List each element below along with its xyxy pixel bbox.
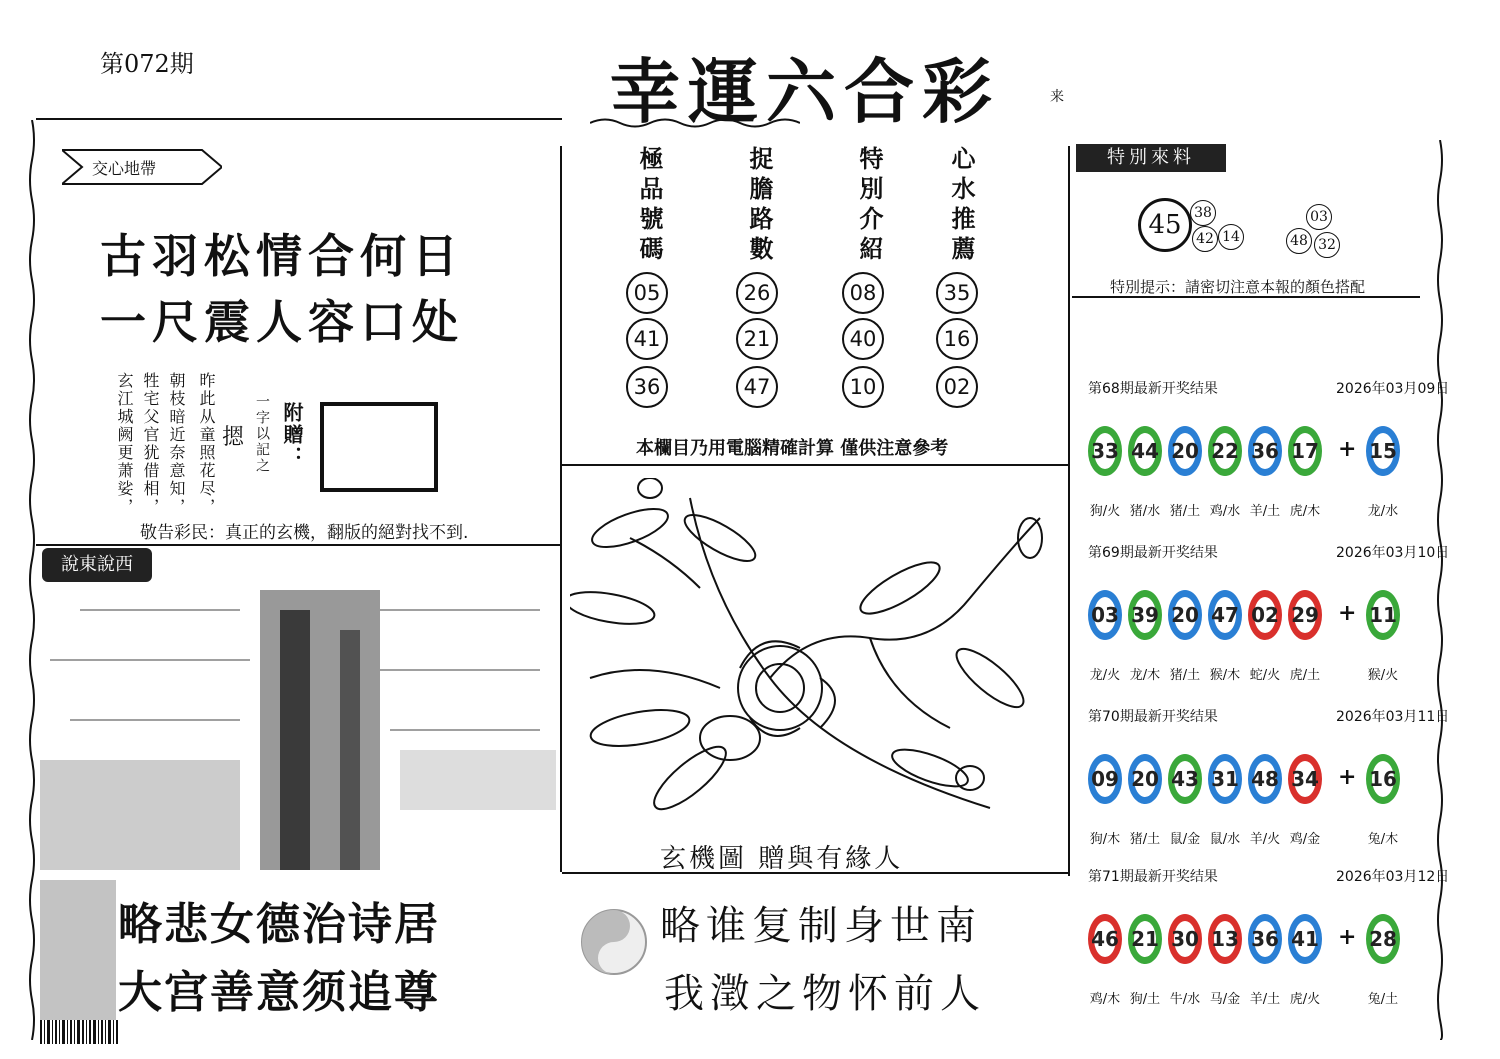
result-ball <box>1168 914 1202 964</box>
result-ball <box>1168 426 1202 476</box>
result-ball <box>1208 426 1242 476</box>
result-ball <box>1208 914 1242 964</box>
notice-text: 敬告彩民：真正的玄機，翻版的絕對找不到. <box>140 523 469 543</box>
left-divider <box>36 544 562 546</box>
result-ball <box>1088 426 1122 476</box>
ball-number: 16 <box>1369 767 1397 791</box>
column-head-2: 捉膽路數 <box>745 146 774 266</box>
result-ball <box>1128 590 1162 640</box>
zodiac-label: 虎/土 <box>1289 668 1321 683</box>
special-ball <box>1366 914 1400 964</box>
zodiac-label: 兔/土 <box>1367 992 1399 1007</box>
zodiac-label: 鼠/金 <box>1169 832 1201 847</box>
pick-number: 16 <box>936 318 978 360</box>
left-vine-border <box>28 120 36 1040</box>
gift-label: 附贈： <box>280 402 304 468</box>
zodiac-label: 虎/火 <box>1289 992 1321 1007</box>
ball-number: 02 <box>1251 603 1279 627</box>
ball-number: 15 <box>1369 439 1397 463</box>
ball-number: 17 <box>1291 439 1319 463</box>
verse-column-3: 牲宅父官犹借相， <box>141 372 160 516</box>
special-ball <box>1366 754 1400 804</box>
center-poem-line-1: 略谁复制身世南 <box>660 903 982 949</box>
result-date: 2026年03月12日 <box>1336 869 1450 885</box>
column-head-1: 極品號碼 <box>635 146 664 266</box>
ball-number: 30 <box>1171 927 1199 951</box>
ball-number: 44 <box>1131 439 1159 463</box>
pick-number: 36 <box>626 366 668 408</box>
poem-line-1: 古羽松情合何日 <box>100 229 464 283</box>
result-ball <box>1288 426 1322 476</box>
special-ball <box>1366 590 1400 640</box>
pick-number: 02 <box>936 366 978 408</box>
bottom-poem-line-2: 大宫善意须追尊 <box>118 967 440 1018</box>
zodiac-label: 龙/水 <box>1367 504 1399 519</box>
issue-number: 第072期 <box>100 50 194 78</box>
zodiac-label: 狗/火 <box>1089 504 1121 519</box>
pick-number: 40 <box>842 318 884 360</box>
ball-number: 22 <box>1211 439 1239 463</box>
ball-number: 28 <box>1369 927 1397 951</box>
ball-number: 20 <box>1131 767 1159 791</box>
yin-yang-icon <box>576 906 652 978</box>
ball-number: 34 <box>1291 767 1319 791</box>
special-number: 03 <box>1306 204 1332 230</box>
zodiac-label: 兔/木 <box>1367 832 1399 847</box>
ball-number: 21 <box>1131 927 1159 951</box>
result-ball <box>1128 426 1162 476</box>
result-ball <box>1128 754 1162 804</box>
ball-number: 09 <box>1091 767 1119 791</box>
pick-number: 10 <box>842 366 884 408</box>
ball-number: 41 <box>1291 927 1319 951</box>
plus-sign: + <box>1338 600 1357 626</box>
result-ball <box>1128 914 1162 964</box>
gift-box <box>320 402 438 492</box>
zodiac-label: 猪/土 <box>1169 668 1201 683</box>
center-poem-line-2: 我澂之物怀前人 <box>664 971 986 1017</box>
plus-sign: + <box>1338 764 1357 790</box>
zodiac-label: 狗/木 <box>1089 832 1121 847</box>
zodiac-label: 鸡/木 <box>1089 992 1121 1007</box>
zodiac-label: 牛/水 <box>1169 992 1201 1007</box>
pick-number: 47 <box>736 366 778 408</box>
zodiac-label: 蛇/火 <box>1249 668 1281 683</box>
top-rule-left <box>36 118 562 120</box>
result-date: 2026年03月10日 <box>1336 545 1450 561</box>
verse-column-2: 朝枝暗近奈意知， <box>167 372 186 516</box>
ball-number: 47 <box>1211 603 1239 627</box>
zodiac-label: 羊/火 <box>1249 832 1281 847</box>
ball-number: 29 <box>1291 603 1319 627</box>
zodiac-label: 马/金 <box>1209 992 1241 1007</box>
seal-char: 摁 <box>222 425 245 450</box>
pick-number: 41 <box>626 318 668 360</box>
side-note: 一字以記之 <box>254 394 270 474</box>
ball-number: 31 <box>1211 767 1239 791</box>
column-head-4: 心水推薦 <box>947 146 976 266</box>
faded-text-panel <box>40 550 556 880</box>
zodiac-label: 虎/木 <box>1289 504 1321 519</box>
zodiac-label: 猪/水 <box>1129 504 1161 519</box>
result-date: 2026年03月11日 <box>1336 709 1450 725</box>
result-heading: 第70期最新开奖结果 <box>1088 709 1218 725</box>
result-ball <box>1288 590 1322 640</box>
result-ball <box>1168 590 1202 640</box>
ball-number: 03 <box>1091 603 1119 627</box>
result-ball <box>1088 754 1122 804</box>
calc-note: 本欄目乃用電腦精確計算 僅供注意參考 <box>636 438 949 459</box>
result-ball <box>1088 914 1122 964</box>
title-suffix: 来 <box>1050 89 1064 105</box>
zodiac-label: 猴/火 <box>1367 668 1399 683</box>
zodiac-label: 龙/火 <box>1089 668 1121 683</box>
result-ball <box>1248 754 1282 804</box>
special-hint: 特別提示：請密切注意本報的顏色搭配 <box>1110 278 1366 296</box>
result-ball <box>1168 754 1202 804</box>
verse-column-4: 玄江城阙更萧娑， <box>115 372 134 516</box>
faded-strip <box>40 880 116 1020</box>
pick-number: 35 <box>936 272 978 314</box>
ball-number: 20 <box>1171 603 1199 627</box>
center-right-rule <box>1068 146 1070 876</box>
zodiac-label: 龙/木 <box>1129 668 1161 683</box>
special-material-header: 特別來料 <box>1076 144 1226 172</box>
ball-number: 39 <box>1131 603 1159 627</box>
result-ball <box>1248 914 1282 964</box>
pick-number: 26 <box>736 272 778 314</box>
poem-line-2: 一尺震人容口处 <box>100 295 464 349</box>
ball-number: 36 <box>1251 927 1279 951</box>
special-ball <box>1366 426 1400 476</box>
result-ball <box>1088 590 1122 640</box>
verse-column-1: 昨此从童照花尽， <box>197 372 216 516</box>
right-vine-border <box>1436 140 1444 1040</box>
ball-number: 13 <box>1211 927 1239 951</box>
flower-caption: 玄機圖 贈與有緣人 <box>660 844 904 874</box>
flower-illustration <box>570 478 1060 828</box>
special-number: 42 <box>1192 226 1218 252</box>
result-heading: 第69期最新开奖结果 <box>1088 545 1218 561</box>
special-big-number: 45 <box>1138 198 1192 252</box>
banner-label: 交心地帶 <box>92 159 157 178</box>
result-heading: 第68期最新开奖结果 <box>1088 381 1218 397</box>
page-title: 幸運六合彩 <box>610 50 1000 133</box>
center-divider-1 <box>562 464 1068 466</box>
result-ball <box>1208 590 1242 640</box>
section-label: 說東說西 <box>42 548 152 582</box>
ball-number: 36 <box>1251 439 1279 463</box>
bottom-poem-line-1: 略悲女德治诗居 <box>118 899 440 950</box>
center-left-rule <box>560 146 562 872</box>
zodiac-label: 猪/土 <box>1129 832 1161 847</box>
result-ball <box>1208 754 1242 804</box>
special-number: 14 <box>1218 224 1244 250</box>
special-number: 38 <box>1190 200 1216 226</box>
barcode <box>40 1020 150 1044</box>
result-ball <box>1288 754 1322 804</box>
ball-number: 33 <box>1091 439 1119 463</box>
zodiac-label: 羊/土 <box>1249 992 1281 1007</box>
column-head-3: 特別介紹 <box>855 146 884 266</box>
zodiac-label: 鸡/水 <box>1209 504 1241 519</box>
zodiac-label: 狗/土 <box>1129 992 1161 1007</box>
pick-number: 05 <box>626 272 668 314</box>
result-ball <box>1288 914 1322 964</box>
title-ornament <box>590 116 800 130</box>
special-number: 48 <box>1286 228 1312 254</box>
result-ball <box>1248 426 1282 476</box>
plus-sign: + <box>1338 924 1357 950</box>
ball-number: 11 <box>1369 603 1397 627</box>
plus-sign: + <box>1338 436 1357 462</box>
zodiac-label: 鸡/金 <box>1289 832 1321 847</box>
ball-number: 20 <box>1171 439 1199 463</box>
result-ball <box>1248 590 1282 640</box>
zodiac-label: 猴/木 <box>1209 668 1241 683</box>
ball-number: 48 <box>1251 767 1279 791</box>
ball-number: 43 <box>1171 767 1199 791</box>
zodiac-label: 猪/土 <box>1169 504 1201 519</box>
pick-number: 08 <box>842 272 884 314</box>
ball-number: 46 <box>1091 927 1119 951</box>
zodiac-label: 羊/土 <box>1249 504 1281 519</box>
special-number: 32 <box>1314 232 1340 258</box>
zodiac-label: 鼠/水 <box>1209 832 1241 847</box>
result-heading: 第71期最新开奖结果 <box>1088 869 1218 885</box>
result-date: 2026年03月09日 <box>1336 381 1450 397</box>
pick-number: 21 <box>736 318 778 360</box>
